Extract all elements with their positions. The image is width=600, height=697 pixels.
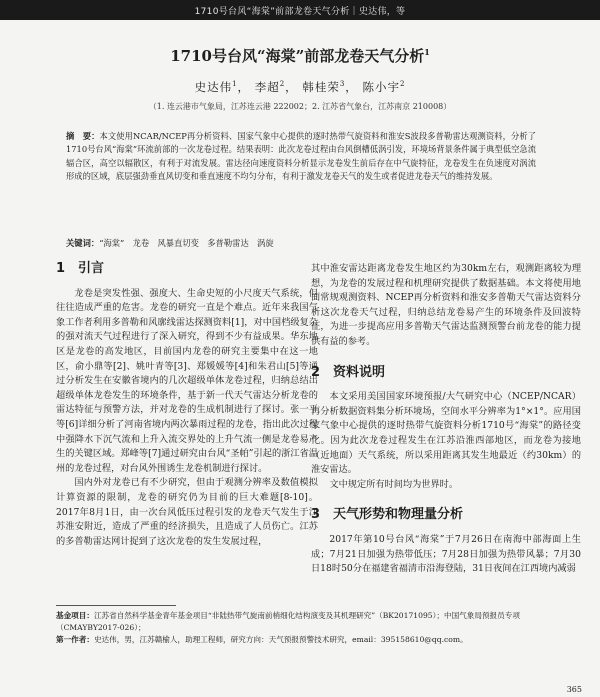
keywords-label: 关键词： <box>66 238 100 248</box>
section-heading-synoptic: 3 天气形势和物理量分析 <box>311 507 464 523</box>
abstract <box>66 130 536 184</box>
author-affil-mark: 1 <box>232 80 238 89</box>
right-column <box>311 262 581 577</box>
footnotes <box>56 610 581 646</box>
section-heading-introduction: 1 引言 <box>56 261 105 276</box>
keywords-text: “海棠” 龙卷 风暴直切变 多普勒雷达 涡旋 <box>99 238 274 248</box>
footnote-text: 江苏省自然科学基金青年基金项目“非陆热带气旋南前梢细化结构演变及其机理研究”（BK20171095）；中国气象局预报员专项（CMAYBY2017-026）； <box>56 611 520 632</box>
affiliations: （1. 连云港市气象局，江苏连云港 222002；2. 江苏省气象台，江苏南京 210008） <box>148 102 452 111</box>
keywords <box>66 237 536 249</box>
running-header <box>0 0 600 20</box>
section-heading-data: 2 资料说明 <box>311 364 386 380</box>
footnote-funding <box>56 610 581 634</box>
footnote-label: 第一作者： <box>56 635 94 644</box>
paper-title <box>0 45 600 66</box>
author-name: 陈小宇 <box>362 80 400 94</box>
body-paragraph: 国内外对龙卷已有不少研究，但由于观测分辨率及数值模拟计算资源的限制，龙卷的研究仍为目前的巨大难题[8-10]。2017年8月1日，由一次台风低压过程引发的龙卷天气发生于江苏淮安附近，造成了严重的经济损失，且造成了人员伤亡。江苏的多普勒雷达网计捉到了这次龙卷的发生发展过程， <box>56 477 318 547</box>
author-list: 史达伟$^1$， 李超$^2$， 韩桂荣$^3$， 陈小宇$^2$ <box>194 80 406 94</box>
page-number: 365 <box>566 685 582 694</box>
footnote-author <box>56 634 581 646</box>
abstract-text: 本文使用NCAR/NCEP再分析资料、国家气象中心提供的逐时热带气旋资料和淮安S波段多普勒雷达观测资料，分析了1710号台风“海棠”环流前部的一次龙卷过程。结果表明：此次龙卷过程由台风倒槽低涡引发，环境场背景条件属于典型低空急流辐合区，高空以辐散区，有利于对流发展。雷达径向速度资料分析显示龙卷发生前后存在中气旋特征，龙卷发生在负速度对涡流形成的区域，底层强劲垂直风切变和垂直速度不均匀分布，有利于激发龙卷天气的发生或者促进龙卷天气的维持发展。 <box>66 131 536 182</box>
body-paragraph: 文中规定所有时间均为世界时。 <box>329 478 459 490</box>
running-header-text: 1710号台风“海棠”前部龙卷天气分析｜史达伟，等 <box>194 7 406 17</box>
title-footnote-mark: 1 <box>424 47 430 57</box>
body-paragraph: 其中淮安雷达距离龙卷发生地区约为30km左右，观测距离较为理想，为龙卷的发展过程和机理研究提供了数据基础。本文将使用地面常规观测资料、NCEP再分析资料和淮安多普勒天气雷达资料分析这次龙卷天气过程，归纳总结龙卷易产生的环境条件及回波特征，为进一步提高应用多普勒天气雷达监测预警台前龙卷的能力提供有益的参考。 <box>311 263 581 347</box>
footnote-label: 基金项目： <box>56 611 94 620</box>
footnote-text: 史达伟，男，江苏赣榆人，助理工程师，研究方向：天气预报预警技术研究，email：395158610@qq.com。 <box>93 635 468 644</box>
author-name: 李超 <box>254 80 280 94</box>
body-paragraph: 2017年第10号台风“海棠”于7月26日在南海中部海面上生成；7月21日加强为热带低压；7月28日加强为热带风暴；7月30日18时50分在福建省福清市沿海登陆，31日夜间在江西境内减弱 <box>311 533 581 575</box>
author-name: 史达伟 <box>194 80 233 94</box>
body-paragraph: 龙卷是突发性强、强度大、生命史短的小尺度天气系统，但往往造成严重的危害。龙卷的研究一直是个难点。近年来我国气象工作者利用多普勒和风廓线雷达探测资料[1]，对中国档级复杂的强对流天气过程进行了深入研究，得到不少有益成果。华东地区是龙卷的高发地区，目前国内龙卷的研究主要集中在这一地区，俞小鼎等[2]、姚叶青等[3]、郑媛媛等[4]和朱君山[5]等通过分析发生在安徽省境内的几次超级单体龙卷过程，归纳总结出超级单体龙卷发生的环境条件，基于新一代天气雷达分析龙卷的雷达特征与预警方法，并对龙卷的生成机制进行了探讨。张一平等[6]详细分析了河南省境内两次暴雨过程的龙卷，指出此次过程中强降水下沉气流和上升入流交界处的上升气流一侧是龙卷易产生的关键区域。郑峰等[7]通过研究由台风“圣帕”引起的浙江省温州的龙卷过程，对台风外围诱生龙卷机制进行探讨。 <box>56 287 318 474</box>
abstract-label: 摘 要： <box>66 131 100 141</box>
author-affil-mark: 3 <box>339 80 346 89</box>
author-affil-mark: 2 <box>399 80 406 89</box>
paper-title-text: 1710号台风“海棠”前部龙卷天气分析 <box>170 47 425 65</box>
body-paragraph: 本文采用美国国家环境预报/大气研究中心（NCEP/NCAR）再分析数据资料集分析环境场，空间水平分辨率为1°×1°。应用国家气象中心提供的逐时热带气旋资料分析1710号“海棠”的路径变化。因为此次龙卷过程发生在江苏沿淮西部地区，而龙卷为接地（近地面）天气系统，所以采用距离其发生地最近（约30km）的淮安雷达。 <box>311 391 581 476</box>
footnote-divider <box>56 605 176 606</box>
author-affil-mark: 2 <box>279 80 286 89</box>
author-name: 韩桂荣 <box>302 80 340 94</box>
left-column <box>56 262 318 549</box>
